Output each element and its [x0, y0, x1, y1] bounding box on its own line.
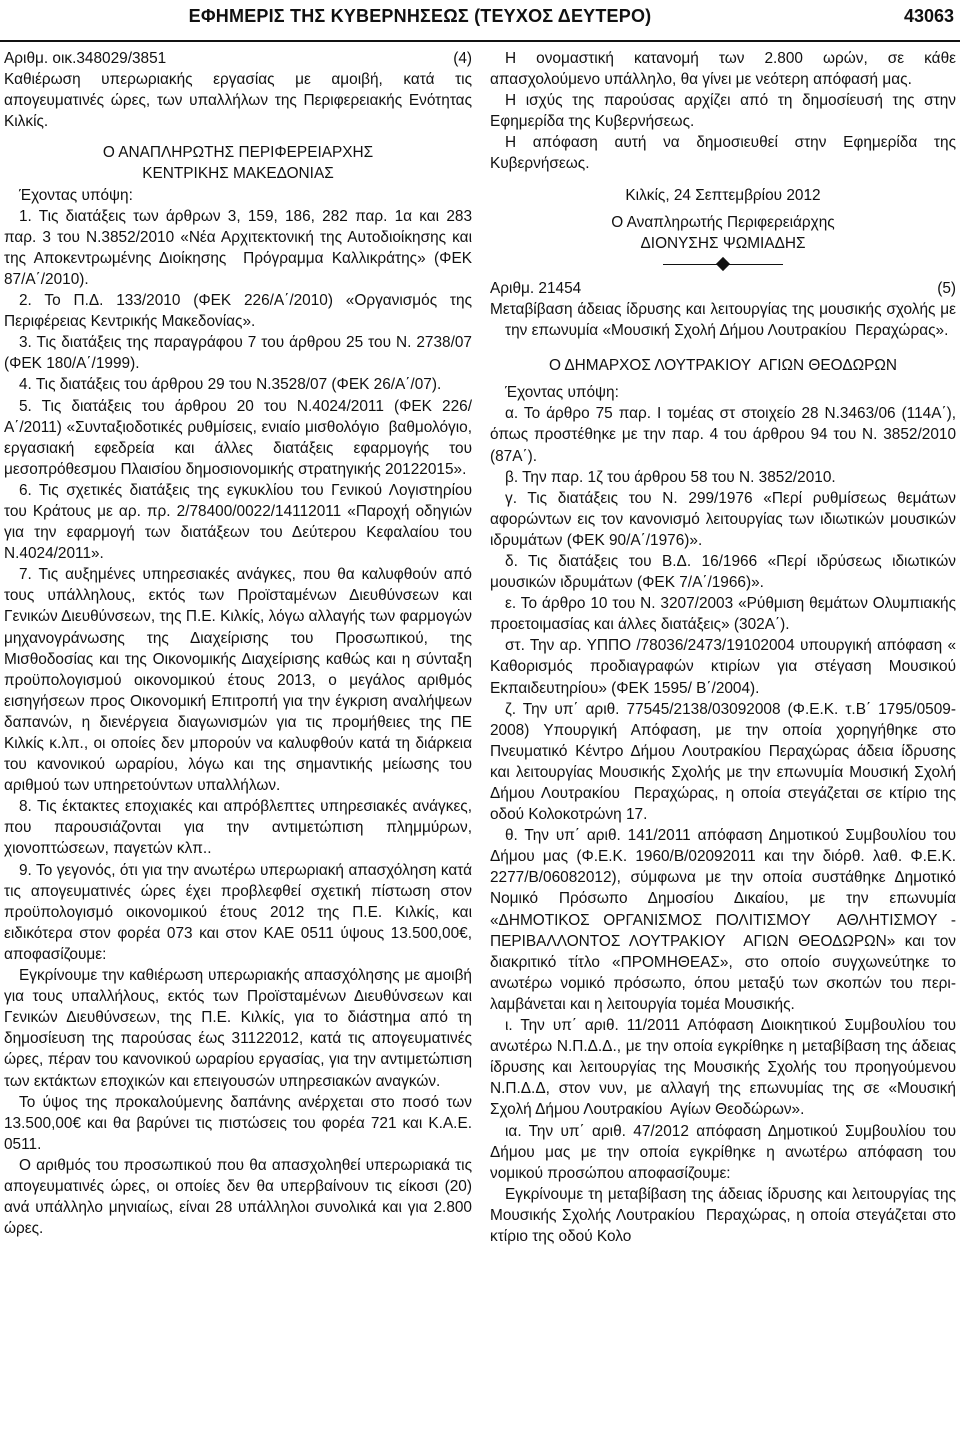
decision-title: Μεταβίβαση άδειας ίδρυσης και λειτουργίας της μουσικής σχολής με την επωνυμία «Μουσική Σχολή Δήμου Λουτρακίου Περαχώρας». [490, 300, 956, 340]
signer-name: ΔΙΟΝΥΣΗΣ ΨΩΜΙΑΔΗΣ [640, 234, 806, 252]
diamond-ornament-icon [716, 257, 730, 271]
considering-item: 6. Τις σχετικές διατάξεις της εγκυκλίου του Γενικού Λογιστηρίου του Κράτους με αρ. πρ. 2/78400/0022/14112011 «Παροχή οδηγιών για την εφαρμογή των διατάξεων του Δεύτερου Κεφαλαίου του Ν.4024/2011». [4, 481, 472, 563]
section-divider [663, 256, 783, 272]
place-date: Κιλκίς, 24 Σεπτεμβρίου 2012 [625, 186, 821, 204]
approval-paragraph: Εγκρίνουμε την καθιέρωση υπερωριακής απασχόλησης με αμοιβή για τους υπαλλήλους, εκτός των Προϊσταμένων Διευθύνσεων και Γενικών Διευθύνσεων, της Π.Ε. Κιλκίς, για το διάστημα από τη δημοσίευση της παρούσας έως 31122012, κατά τις απογευματινές ώρες, πέραν του κανονικού ωραρίου εργασίας, για την αντιμετώπιση των εκτάκτων εποχικών και επειγουσών υπηρεσιακών αναγκών. [4, 967, 472, 1090]
considering-item: 4. Τις διατάξεις του άρθρου 29 του Ν.3528/07 (ΦΕΚ 26/Α΄/07). [19, 376, 442, 394]
gazette-header [0, 0, 960, 42]
considering-item: γ. Τις διατάξεις του Ν. 299/1976 «Περί ρυθμίσεως θεμάτων αφορώντων εις τον κανονισμό λειτουργίας των ιδιωτικών μουσικών ιδρυμάτων (ΦΕΚ 90/Α΄/1976)». [490, 489, 956, 549]
considering-label: Έχοντας υπόψη: [19, 186, 133, 204]
considering-item: ε. Το άρθρο 10 του Ν. 3207/2003 «Ρύθμιση θεμάτων Ολυμπιακής προετοιμασίας και άλλες διατάξεις» (302Α΄). [490, 595, 956, 634]
considering-item: 5. Τις διατάξεις του άρθρου 20 του Ν.4024/2011 (ΦΕΚ 226/Α΄/2011) «Συνταξιοδοτικές ρυθμίσεις, ενιαίο μισθολόγιο βαθμολόγιο, εργασιακή εφεδρεία και άλλες διατάξεις εφαρμογής του μεσοπρόθεσμου Πλαισίου δημοσιονομικής στρατηγικής 20122015». [4, 397, 472, 478]
considering-item: ια. Την υπ΄ αριθ. 47/2012 απόφαση Δημοτικού Συμβουλίου του Δήμου μας με την οποία εγκρίθηκε η ανωτέρω απόφαση του νομικού προσώπου αποφασίζουμε: [490, 1122, 956, 1182]
approval-paragraph: Εγκρίνουμε τη μεταβίβαση της άδειας ίδρυσης και λειτουργίας της Μουσικής Σχολής Λουτρακίου Περαχώρας, η οποία στεγάζεται στο κτίριο της οδού Κολο [490, 1185, 956, 1245]
considering-item: 8. Τις έκτακτες εποχιακές και απρόβλεπτες υπηρεσιακές ανάγκες, που παρουσιάζονται για την αντιμετώπιση πλημμύρων, χιονοπτώσεων, παγετών κλπ.. [4, 798, 472, 858]
decision-index: (4) [453, 50, 472, 67]
considering-label: Έχοντας υπόψη: [505, 384, 619, 402]
considering-item: 2. Το Π.Δ. 133/2010 (ΦΕΚ 226/Α΄/2010) «Οργανισμός της Περιφέρειας Κεντρικής Μακεδονίας». [4, 292, 472, 331]
decision-index: (5) [937, 279, 956, 297]
considering-item: β. Την παρ. 1ζ του άρθρου 58 του Ν. 3852/2010. [505, 468, 836, 486]
decision-number: Αριθμ. οικ.348029/3851 [4, 50, 167, 67]
considering-item: στ. Την αρ. ΥΠΠΟ /78036/2473/19102004 υπουργική απόφαση « Καθορισμός προδιαγραφών κτιρίων για στέγαση Μουσικού Εκπαιδευτηρίου» (ΦΕΚ 1595/ Β΄/2004). [490, 637, 956, 697]
page-number: 43063 [903, 6, 954, 26]
considering-item: 9. Το γεγονός, ότι για την ανωτέρω υπερωριακή απασχόληση κατά τις απογευματινές ώρες έχει προβλεφθεί σχετική πίστωση στον προϋπολογισμό οικονομικού έτους 2012 της Π.Ε. Κιλκίς, και ειδικότερα στον φορέα 073 και στον ΚΑΕ 0511 ύψους 13.500,00€, αποφασίζουμε: [4, 861, 472, 963]
considering-item: 3. Τις διατάξεις της παραγράφου 7 του άρθρου 25 του Ν. 2738/07 (ΦΕΚ 180/Α΄/1999). [4, 334, 472, 373]
signer-title: Ο Αναπληρωτής Περιφερειάρχης [611, 213, 835, 231]
considering-item: δ. Τις διατάξεις του Β.Δ. 16/1966 «Περί ιδρύσεως ιδιωτικών μουσικών ιδρυμάτων (ΦΕΚ 7/Α΄/1966)». [490, 552, 956, 592]
publication-paragraph: Η απόφαση αυτή να δημοσιευθεί στην Εφημερίδα της Κυβερνήσεως. [490, 134, 956, 173]
considering-item: θ. Την υπ΄ αριθ. 141/2011 απόφαση Δημοτικού Συμβουλίου του Δήμου μας (Φ.Ε.Κ. 1960/Β/02092011 και την διόρθ. λαθ. Φ.Ε.Κ. 2277/Β/06082012), σύμφωνα με την οποία συστάθηκε Δημοτικό Νομικό Πρόσωπο Δημοσίου Δικαίου, με την επωνυμία «ΔΗΜΟΤΙΚΟΣ ΟΡΓΑΝΙΣΜΟΣ ΠΟΛΙΤΙΣΜΟΥ ΑΘΛΗΤΙΣΜΟΥ ΠΕΡΙΒΑΛΛΟΝΤΟΣ ΛΟΥΤΡΑΚΙΟΥ ΑΓΙΩΝ ΘΕΟΔΩΡΩΝ» και τον διακριτικό τίτλο «ΠΡΟΜΗΘΕΑΣ», στο οποίο συγχωνεύτηκε το ανωτέρω νομικό πρόσωπο, όπου μεταξύ των σκοπών του περιλαμβάνεται και η λειτουργία τομέα Μουσικής. [490, 827, 956, 1013]
considering-item: 7. Τις αυξημένες υπηρεσιακές ανάγκες, που θα καλυφθούν από τους υπάλληλους, εκτός των Προϊσταμένων Διευθύνσεων και Γενικών Διευθύνσεων, της Π.Ε. Κιλκίς, λόγω αλλαγής των φαρμογών μηχανογράνωσης της Διαχείρισης του Προσωπικού, της Μισθοδοσίας και της Οικονομικής Διαχείρισης καθώς και η σύνταξη προϋπολογισμού οικονομικού έτους 2013, ο μεγάλος αριθμός εισηγήσεων προς Οικονομική Επιτροπή για την έγκριση αναλήψεων δαπανών, η διενέργεια διαγωνισμών για τις προμήθειες της ΠΕ Κιλκίς κ.λπ., οι οποίες δεν μπορούν να καλυφθούν κατά τη διάρκεια του κανονικού ωραρίου, λόγω και της σημαντικής μείωσης του αριθμού των υπηρετούντων υπαλλήλων. [4, 566, 472, 795]
considering-item: ι. Την υπ΄ αριθ. 11/2011 Απόφαση Διοικητικού Συμβουλίου του ανωτέρω Ν.Π.Δ.Δ., με την οποία εγκρίθηκε η μεταβίβαση της άδειας ίδρυσης και λειτουργίας της Μουσικής Σχολής του προηγούμενου Ν.Π.Δ.Δ, στον νυν, με αλλαγή της επωνυμίας της σε «Μουσική Σχολή Δήμου Λουτρακίου Αγίων Θεοδώρων». [490, 1017, 956, 1119]
gazette-title: ΕΦΗΜΕΡΙΣ ΤΗΣ ΚΥΒΕΡΝΗΣΕΩΣ (ΤΕΥΧΟΣ ΔΕΥΤΕΡΟ) [188, 6, 652, 26]
decision-heading [490, 278, 956, 299]
decision-number: Αριθμ. 21454 [490, 279, 582, 297]
right-column [490, 48, 956, 1247]
authority-line-1: Ο ΑΝΑΠΛΗΡΩΤΗΣ ΠΕΡΙΦΕΡΕΙΑΡΧΗΣ [102, 144, 374, 162]
allocation-paragraph: Η ονομαστική κατανομή των 2.800 ωρών, σε κάθε απασχολούμενο υπάλληλο, θα γίνει με νεότερη απόφασή μας. [490, 50, 956, 89]
decision-title: Καθιέρωση υπερωριακής εργασίας με αμοιβή, κατά τις απογευματινές ώρες, των υπαλλήλων της Περιφερειακής Ενότητας Κιλκίς. [4, 71, 472, 131]
cost-paragraph: Το ύψος της προκαλούμενης δαπάνης ανέρχεται στο ποσό των 13.500,00€ και θα βαρύνει τις πιστώσεις του φορέα 721 και Κ.Α.Ε. 0511. [4, 1093, 472, 1153]
staff-paragraph: Ο αριθμός του προσωπικού που θα απασχοληθεί υπερωριακά τις απογευματινές ώρες, οι οποίες δεν θα υπερβαίνουν τις είκοσι (20) ανά υπάλληλο μηνιαίως, είναι 28 υπάλληλοι συνολικά και για 2.800 ώρες. [4, 1156, 472, 1238]
left-column [4, 48, 472, 1239]
considering-item: α. Το άρθρο 75 παρ. Ι τομέας στ στοιχείο 28 Ν.3463/06 (114Α΄), όπως προστέθηκε με την παρ. 4 του άρθρου 94 του Ν. 3852/2010 (87Α΄). [490, 405, 956, 465]
authority-line-2: ΚΕΝΤΡΙΚΗΣ ΜΑΚΕΔΟΝΙΑΣ [142, 165, 334, 183]
decision-heading [4, 48, 472, 69]
considering-item: ζ. Την υπ΄ αριθ. 77545/2138/03092008 (Φ.Ε.Κ. τ.Β΄ 1795/05092008) Υπουργική Απόφαση, με την οποία χορηγήθηκε στο Πνευματικό Κέντρο Δήμου Λουτρακίου Περαχώρας άδεια ίδρυσης και λειτουργίας Μουσικής Σχολής με την επωνυμία Μουσική Σχολή Δήμου Λουτρακίου Περαχώρας, η οποία στεγάζεται σε κτίριο της οδού Κολοκοτρώνη 17. [490, 700, 956, 824]
authority-line: Ο ΔΗΜΑΡΧΟΣ ΛΟΥΤΡΑΚΙΟΥ ΑΓΙΩΝ ΘΕΟΔΩΡΩΝ [549, 357, 897, 375]
validity-paragraph: Η ισχύς της παρούσας αρχίζει από τη δημοσίευσή της στην Εφημερίδα της Κυβερνήσεως. [490, 92, 956, 131]
considering-item: 1. Τις διατάξεις των άρθρων 3, 159, 186, 282 παρ. 1α και 283 παρ. 3 του Ν.3852/2010 «Νέα Αρχιτεκτονική της Αυτοδιοίκησης και της Αποκεντρωμένης Διοίκησης Πρόγραμμα Καλλικράτης» (ΦΕΚ 87/Α΄/2010). [4, 207, 472, 288]
